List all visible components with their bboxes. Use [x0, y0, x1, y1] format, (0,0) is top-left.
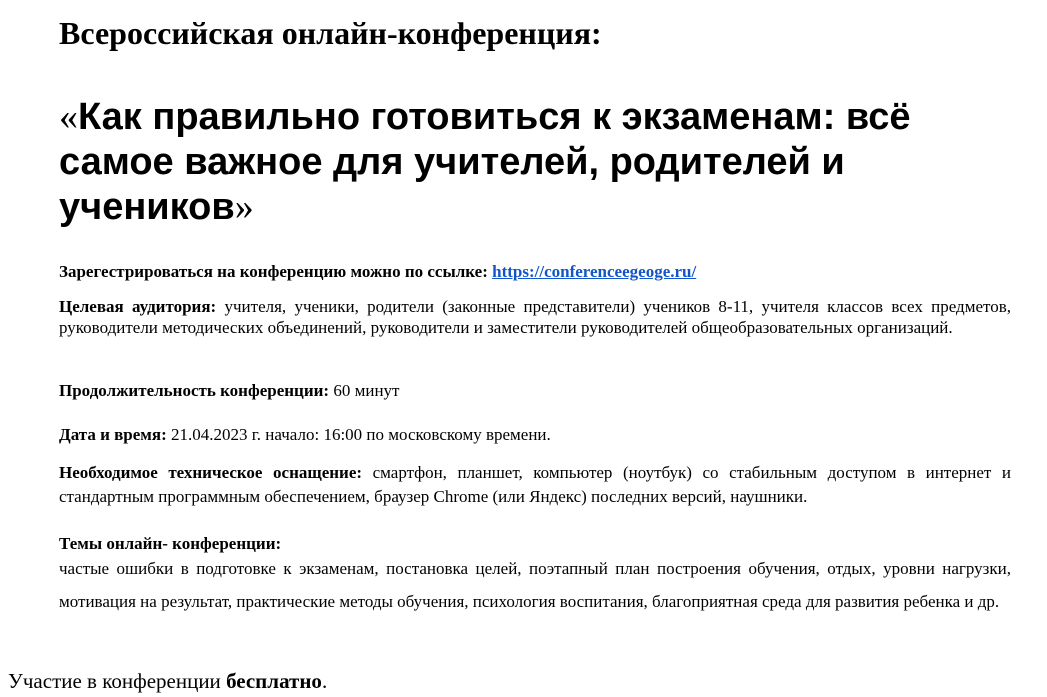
- participation-note: [8, 667, 327, 695]
- topics-label-paragraph: [59, 533, 1011, 554]
- duration-paragraph: [59, 380, 1011, 401]
- equipment-paragraph: [59, 461, 1011, 509]
- audience-value: учителя, ученики, родители (законные представители) учеников 8-11, учителя классов всех предметов, руководители методических объединений, руководители и заместители руководителей общеобразовательных организаций.: [59, 297, 1011, 337]
- datetime-paragraph: [59, 424, 1011, 445]
- duration-value: 60 минут: [333, 381, 400, 400]
- audience-paragraph: [59, 296, 1011, 338]
- audience-label: Целевая аудитория:: [59, 297, 217, 316]
- participation-prefix: Участие в конференции: [8, 669, 221, 693]
- participation-emphasis: бесплатно: [226, 669, 322, 693]
- topics-label: Темы онлайн- конференции:: [59, 534, 282, 553]
- equipment-label: Необходимое техническое оснащение:: [59, 463, 363, 482]
- registration-paragraph: [59, 261, 1011, 282]
- datetime-value: 21.04.2023 г. начало: 16:00 по московскому времени.: [170, 425, 551, 444]
- datetime-label: Дата и время:: [59, 425, 167, 444]
- topics-paragraph: частые ошибки в подготовке к экзаменам, постановка целей, поэтапный план построения обучения, отдых, уровни нагрузки, мотивация на результат, практические методы обучения, психология воспитания, благоприятная среда для развития ребенка и др.: [59, 559, 1011, 611]
- registration-label: Зарегестрироваться на конференцию можно по ссылке:: [59, 262, 488, 281]
- participation-suffix: .: [321, 669, 328, 693]
- conference-heading: Всероссийская онлайн-конференция:: [59, 15, 602, 51]
- equipment-value: смартфон, планшет, компьютер (ноутбук) со стабильным доступом в интернет и стандартным программным обеспечением, браузер Chrome (или Яндекс) последних версий, наушники.: [59, 463, 1011, 506]
- title-text: Как правильно готовиться к экзаменам: всё самое важное для учителей, родителей и учеников: [59, 96, 911, 228]
- conference-title: [59, 95, 1011, 230]
- title-open-quote: «: [59, 96, 78, 138]
- registration-link[interactable]: https://conferenceegeoge.ru/: [492, 262, 697, 281]
- duration-label: Продолжительность конференции:: [59, 381, 330, 400]
- title-close-quote: »: [234, 186, 254, 228]
